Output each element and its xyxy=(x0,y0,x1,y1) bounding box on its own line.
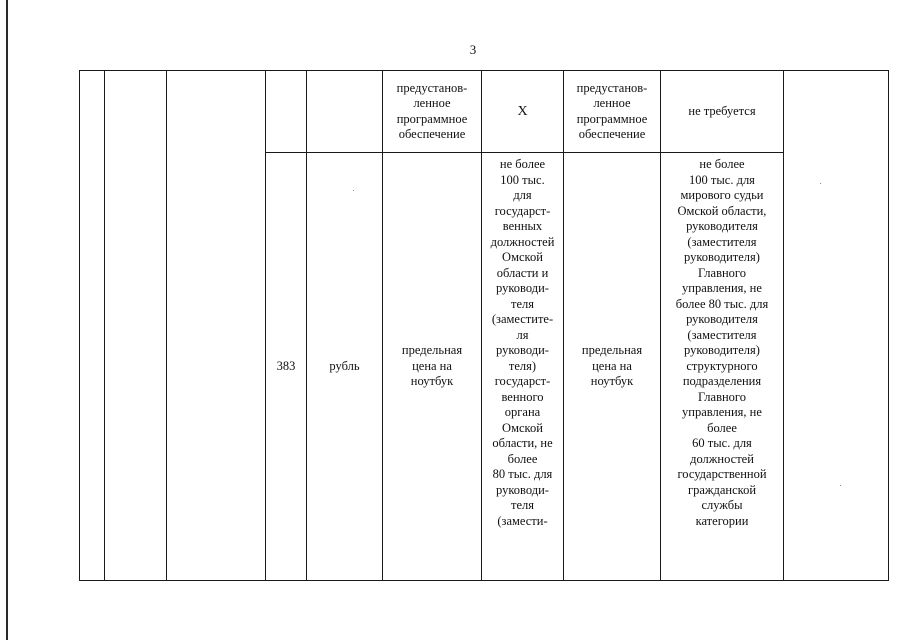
scan-speck xyxy=(820,183,821,184)
page-number: 3 xyxy=(469,42,477,57)
row-value-cell-2: не более 100 тыс. для мирового судьи Омской области, руководителя (заместителя руководителя) Главного управления, не более 80 тыс. для руководителя (заместителя руководителя) структурного подразделения Главного управления, не более 60 тыс. для должностей государственной гражданской службы категории xyxy=(675,157,769,528)
row-unit-cell: рубль xyxy=(329,358,360,373)
header-cell-software: предустанов- ленное программное обеспечение xyxy=(396,80,468,141)
table-right-border xyxy=(888,70,889,581)
row-characteristic-cell-2: предельная цена на ноутбук xyxy=(581,343,643,389)
column-divider xyxy=(104,70,105,581)
scan-speck xyxy=(840,485,841,486)
scan-edge xyxy=(6,0,8,640)
table-bottom-border xyxy=(79,580,889,581)
row-code-cell: 383 xyxy=(276,358,296,373)
header-cell-not-required: не требуется xyxy=(688,103,756,118)
column-divider xyxy=(783,70,784,581)
column-divider xyxy=(166,70,167,581)
header-cell-software-2: предустанов- ленное программное обеспечение xyxy=(576,80,648,141)
row-characteristic-cell: предельная цена на ноутбук xyxy=(401,343,463,389)
row-value-cell: не более 100 тыс. для государст- венных должностей Омской области и руководи- теля (заместите- ля руководи- теля) государст- венного органа Омской области, не более 80 тыс. для руководи- теля (замести- xyxy=(490,157,555,528)
header-cell-x: Х xyxy=(517,103,528,119)
column-divider xyxy=(79,70,80,581)
